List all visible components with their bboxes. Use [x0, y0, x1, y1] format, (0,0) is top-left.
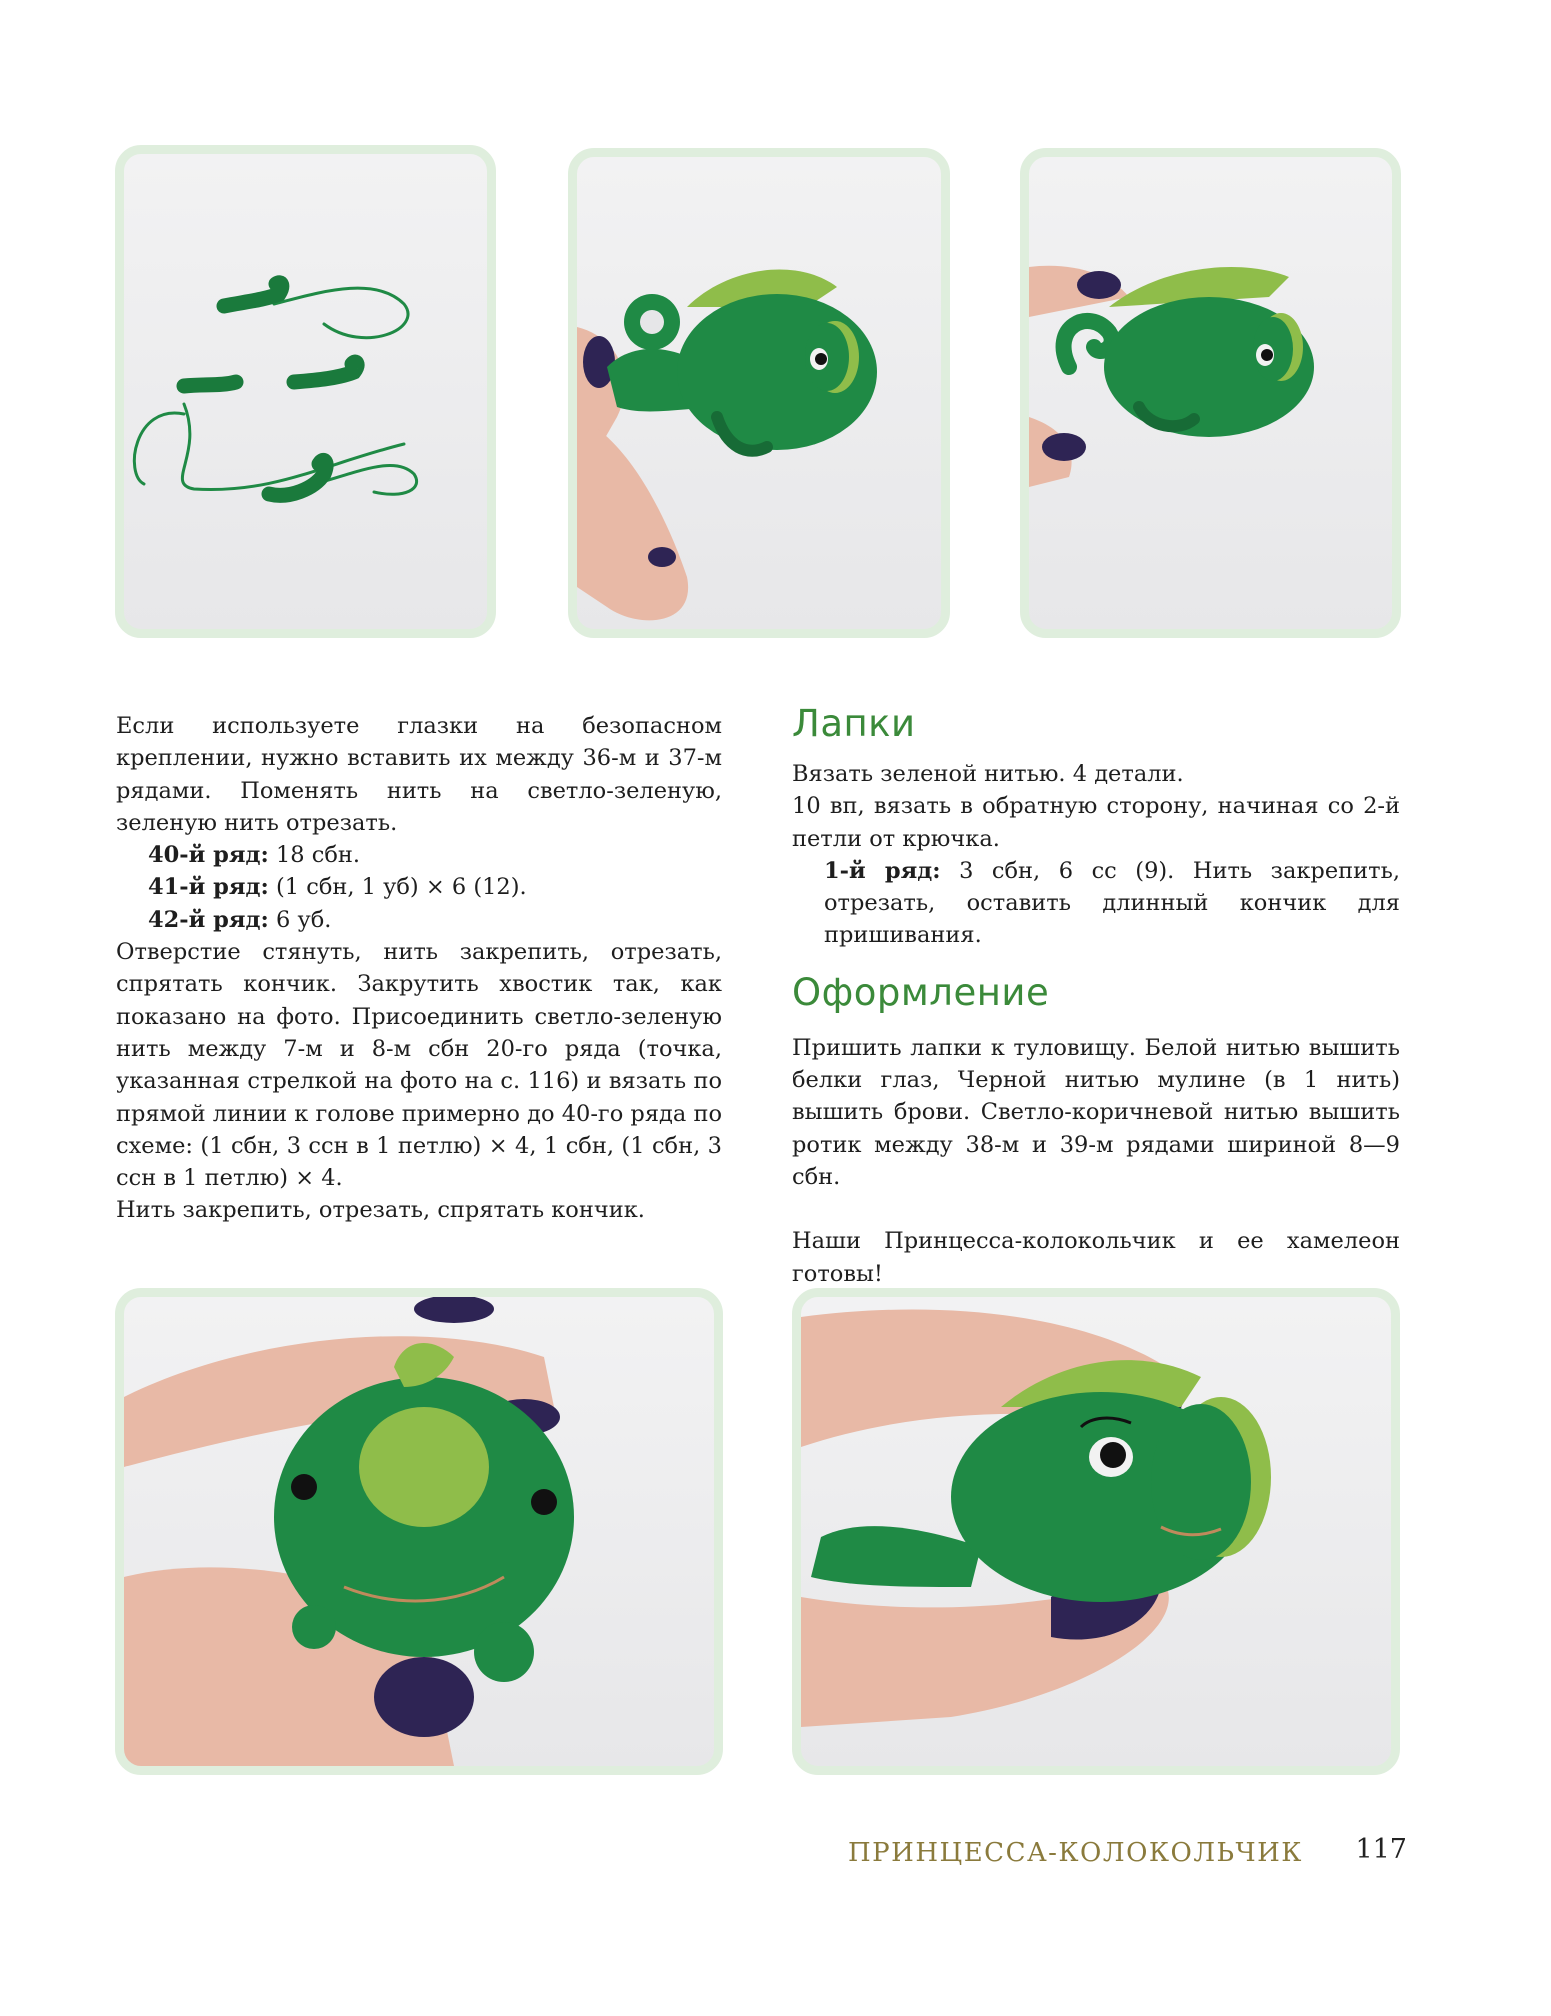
chameleon-side-illustration	[577, 157, 941, 629]
row-40	[116, 839, 722, 871]
photo-legs-parts	[115, 145, 496, 638]
finishing-paragraph: Пришить лапки к туловищу. Белой нитью вышить белки глаз, Черной нитью мулине (в 1 нить) вышить брови. Светло-коричневой нитью вышить ротик между 38-м и 39-м рядами шириной 8—9 сбн.	[792, 1034, 1400, 1190]
section-heading-legs: Лапки	[792, 702, 916, 745]
paragraph-gap	[792, 1193, 1400, 1225]
chameleon-curled-illustration	[1029, 157, 1392, 629]
row-text: 18 сбн.	[275, 842, 361, 869]
chameleon-front-illustration	[124, 1297, 714, 1766]
intro-paragraph: Если используете глазки на безопасном креплении, нужно вставить их между 36-м и 37-м рядами. Поменять нить на светло-зеленую, зеленую нить отрезать.	[116, 713, 722, 836]
chameleon-three-quarter-illustration	[801, 1297, 1391, 1766]
row-42	[116, 904, 722, 936]
right-text-column	[792, 700, 1400, 1290]
closing-paragraph: Нить закрепить, отрезать, спрятать кончик.	[116, 1197, 645, 1224]
row-label: 41-й ряд:	[148, 874, 269, 901]
row-41	[116, 871, 722, 903]
legs-illustration	[124, 154, 487, 629]
legs-row-1	[792, 855, 1400, 952]
row-text: 6 уб.	[275, 906, 332, 933]
row-label: 42-й ряд:	[148, 906, 269, 933]
legs-paragraph-1: Вязать зеленой нитью. 4 детали.	[792, 761, 1184, 787]
row-text: (1 сбн, 1 уб) × 6 (12).	[275, 874, 527, 901]
running-footer-title: ПРИНЦЕССА-КОЛОКОЛЬЧИК	[848, 1838, 1303, 1868]
finale-paragraph: Наши Принцесса-колокольчик и ее хамелеон готовы!	[792, 1228, 1400, 1287]
instructions-paragraph: Отверстие стянуть, нить закрепить, отрезать, спрятать кончик. Закрутить хвостик так, как показано на фото. Присоединить светло-зеленую нить между 7-м и 8-м сбн 20-го ряда (точка, указанная стрелкой на фото на с. 116) и вязать по прямой линии к голове примерно до 40-го ряда по схеме: (1 сбн, 3 ссн в 1 петлю) × 4, 1 сбн, (1 сбн, 3 ссн в 1 петлю) × 4.	[116, 939, 722, 1192]
photo-chameleon-three-quarter	[792, 1288, 1400, 1775]
photo-chameleon-side-curled-tail	[1020, 148, 1401, 638]
page-number: 117	[1355, 1834, 1407, 1865]
row-label: 40-й ряд:	[148, 842, 269, 869]
section-heading-finishing: Оформление	[792, 970, 1050, 1014]
photo-chameleon-front	[115, 1288, 723, 1775]
left-text-column	[116, 710, 722, 1227]
row-text: 3 сбн, 6 сс (9). Нить закрепить, отрезать, оставить длинный кончик для пришивания.	[824, 857, 1400, 949]
legs-paragraph-2: 10 вп, вязать в обратную сторону, начиная со 2-й петли от крючка.	[792, 793, 1400, 852]
row-label: 1-й ряд:	[824, 857, 941, 884]
photo-chameleon-side-hand	[568, 148, 950, 638]
